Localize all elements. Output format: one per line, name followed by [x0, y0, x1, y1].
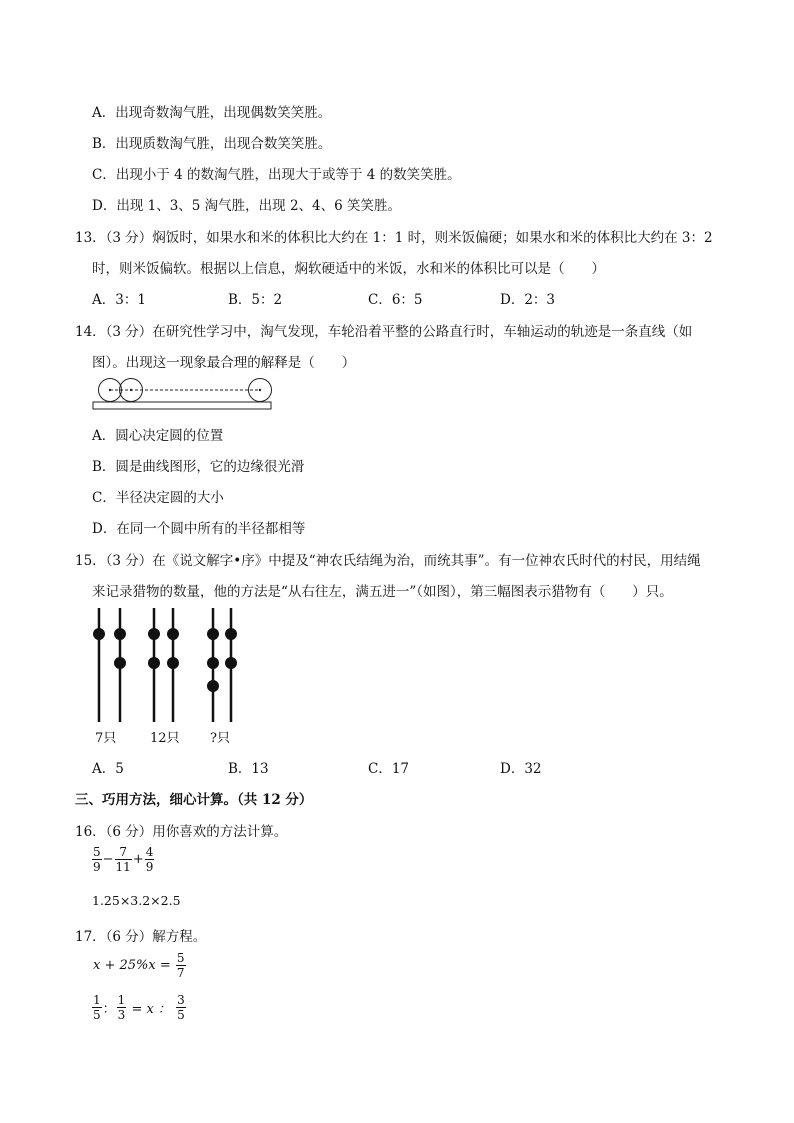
- q15-option-a: A．5: [92, 761, 124, 777]
- q15-stem-line1: 15．（3 分）在《说文解字•序》中提及“神农氏结绳为治，而统其事”。有一位神农氏时代的村民，用结绳: [75, 553, 701, 569]
- q13-option-a: A．3：1: [92, 292, 146, 308]
- q14-stem-line1: 14．（3 分）在研究性学习中，淘气发现，车轮沿着平整的公路直行时，车轴运动的轨迹是一条直线（如: [75, 324, 693, 340]
- figure-label-3: ?只: [210, 731, 230, 746]
- q12-option-a: A．出现奇数淘气胜，出现偶数笑笑胜。: [92, 105, 332, 121]
- axle-dot-2: [130, 389, 132, 391]
- fraction: $\frac{5}{7}$: [176, 951, 185, 980]
- q14-option-c: C．半径决定圆的大小: [92, 490, 224, 506]
- q15-options: [0, 757, 794, 777]
- knot: [167, 628, 179, 640]
- q13-option-b: B．5：2: [228, 292, 283, 308]
- q17-equation-2: $\frac{1}{5}$ ： $\frac{1}{3}$ = x ： $\frac{3}{5}$: [93, 993, 185, 1022]
- q15-option-b: B．13: [228, 761, 269, 777]
- figure-label-1: 7只: [95, 731, 117, 746]
- q17-equation-1: x + 25%x = $\frac{5}{7}$: [93, 951, 185, 980]
- q12-option-b: B．出现质数淘气胜，出现合数笑笑胜。: [92, 136, 332, 152]
- fraction: $\frac{7}{11}$: [115, 845, 131, 874]
- q17-stem: 17．（6 分）解方程。: [75, 929, 207, 945]
- q14-option-d: D．在同一个圆中所有的半径都相等: [92, 521, 306, 537]
- knot: [148, 628, 160, 640]
- q15-option-d: D．32: [500, 761, 542, 777]
- knot: [93, 628, 105, 640]
- section-3-heading: 三、巧用方法，细心计算。（共 12 分）: [75, 792, 313, 808]
- knot: [148, 657, 160, 669]
- axle-dot-3: [259, 389, 261, 391]
- fraction: $\frac{1}{3}$: [117, 993, 126, 1022]
- figure-label-2: 12只: [150, 731, 180, 746]
- knot: [167, 657, 179, 669]
- knot: [207, 628, 219, 640]
- q13-option-c: C．6：5: [368, 292, 423, 308]
- fraction: $\frac{4}{9}$: [145, 845, 154, 874]
- knot: [114, 628, 126, 640]
- knot: [207, 657, 219, 669]
- q16-stem: 16．（6 分）用你喜欢的方法计算。: [75, 824, 288, 840]
- knot: [225, 657, 237, 669]
- q14-option-b: B．圆是曲线图形，它的边缘很光滑: [92, 459, 305, 475]
- knot: [114, 657, 126, 669]
- q12-option-c: C．出现小于 4 的数淘气胜，出现大于或等于 4 的数笑笑胜。: [92, 167, 461, 183]
- q16-expression-2: 1.25×3.2×2.5: [92, 893, 181, 908]
- q12-option-d: D．出现 1、3、5 淘气胜，出现 2、4、6 笑笑胜。: [92, 198, 402, 214]
- q13-stem-line2: 时，则米饭偏软。根据以上信息，焖软硬适中的米饭，水和米的体积比可以是（ ）: [92, 261, 605, 277]
- q13-options: [0, 288, 794, 308]
- wheel-track-figure: [92, 378, 274, 412]
- q13-option-d: D．2：3: [500, 292, 556, 308]
- knot: [225, 628, 237, 640]
- fraction: $\frac{5}{9}$: [93, 845, 101, 874]
- q15-option-c: C．17: [368, 761, 410, 777]
- q14-option-a: A．圆心决定圆的位置: [92, 428, 224, 444]
- q15-stem-line2: 来记录猎物的数量，他的方法是“从右往左，满五进一”（如图），第三幅图表示猎物有（ ）只。: [92, 584, 673, 600]
- q14-stem-line2: 图）。出现这一现象最合理的解释是（ ）: [92, 355, 356, 371]
- fraction: $\frac{1}{5}$: [93, 993, 101, 1022]
- axle-dot-1: [109, 389, 111, 391]
- road-surface: [93, 402, 271, 409]
- knot: [207, 680, 219, 692]
- q13-stem-line1: 13．（3 分）焖饭时，如果水和米的体积比大约在 1：1 时，则米饭偏硬；如果水和米的体积比大约在 3：2: [75, 230, 713, 246]
- q16-expression-1: $\frac{5}{9}$ − $\frac{7}{11}$ + $\frac{4}{9}$: [93, 845, 154, 874]
- fraction: $\frac{3}{5}$: [177, 993, 185, 1022]
- knotted-rope-figure: [88, 608, 248, 724]
